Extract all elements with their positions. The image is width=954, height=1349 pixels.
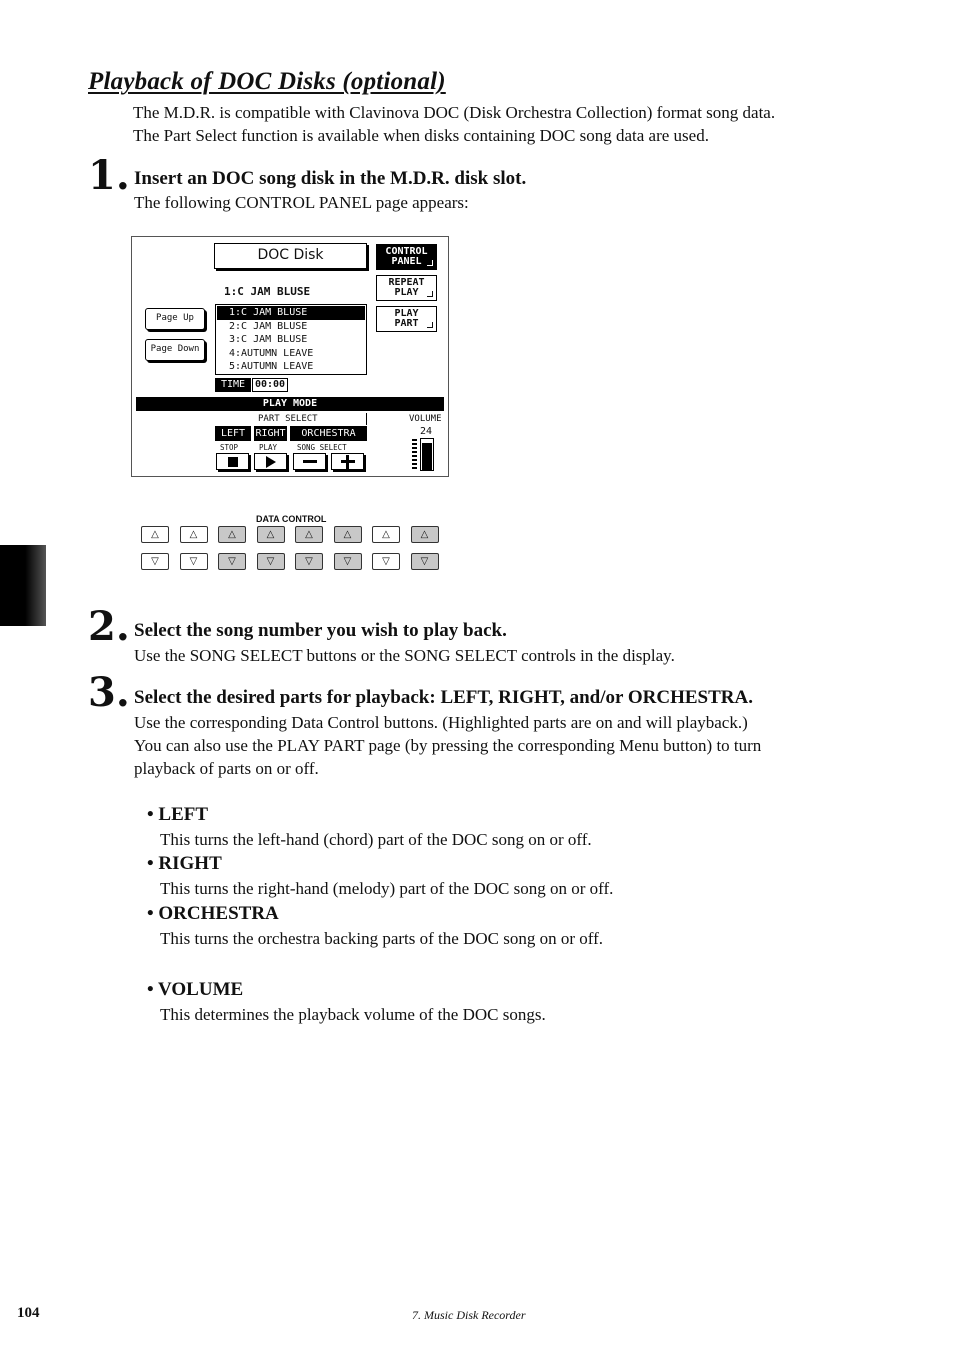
step-body [134,711,761,780]
step-body: Use the SONG SELECT buttons or the SONG SELECT controls in the display. [134,646,675,665]
step-number: 3. [88,669,130,716]
data-control-down-button[interactable] [257,553,285,570]
chapter-tab [0,545,46,626]
triangle-down-icon: ▽ [305,556,313,567]
data-control-up-button[interactable] [334,526,362,543]
menu-button-play-part[interactable] [376,306,437,332]
bullet-orchestra-text: This turns the orchestra backing parts of the DOC song on or off. [160,929,604,948]
triangle-up-icon: △ [266,529,275,540]
list-item[interactable]: 4:AUTUMN LEAVE [229,347,314,359]
intro-line: The Part Select function is available when disks containing DOC song data are used. [133,126,709,145]
play-label: PLAY [259,443,278,452]
bullet-left-title: • LEFT [147,804,209,825]
step-title: Select the desired parts for playback: LEFT, RIGHT, and/or ORCHESTRA. [134,687,753,708]
volume-tick [412,447,417,449]
volume-tick [412,443,417,445]
menu-button-label: PART [394,318,419,329]
doc-disk-header: DOC Disk [214,243,367,269]
corner-mark-icon [427,260,433,266]
minus-icon [303,460,317,463]
data-control-down-button[interactable] [218,553,246,570]
stop-button[interactable] [216,453,249,470]
bullet-right-title: • RIGHT [147,853,222,874]
step-number: 1. [88,152,130,199]
list-item[interactable]: 5:AUTUMN LEAVE [229,361,314,372]
data-control-up-button[interactable] [141,526,169,543]
triangle-down-icon: ▽ [382,556,390,567]
page-number: 104 [17,1305,40,1321]
data-control-label: DATA CONTROL [256,514,327,524]
volume-tick [412,439,417,441]
volume-tick [412,451,417,453]
play-button[interactable] [254,453,287,470]
volume-label: VOLUME [409,414,442,424]
step-title: Select the song number you wish to play back. [134,620,507,641]
volume-tick [412,463,417,465]
list-item[interactable]: 1:C JAM BLUSE [217,306,365,320]
data-control-up-button[interactable] [218,526,246,543]
triangle-up-icon: △ [305,529,313,540]
page-up-button[interactable]: Page Up [145,308,205,330]
data-control-down-button[interactable] [334,553,362,570]
page-title: Playback of DOC Disks (optional) [88,68,446,95]
volume-value: 24 [420,426,433,437]
intro-text [133,101,775,147]
triangle-down-icon: ▽ [343,556,352,567]
triangle-up-icon: △ [420,529,429,540]
bullet-left-text: This turns the left-hand (chord) part of the DOC song on or off. [160,830,592,849]
list-item[interactable]: 3:C JAM BLUSE [229,334,308,345]
song-select-plus-button[interactable] [331,453,364,470]
menu-button-control-panel[interactable] [376,244,437,270]
page-down-button[interactable]: Page Down [145,339,205,361]
part-right-button[interactable]: RIGHT [255,428,286,439]
triangle-up-icon: △ [382,529,390,540]
data-control-down-button[interactable] [180,553,208,570]
intro-line: The M.D.R. is compatible with Clavinova DOC (Disk Orchestra Collection) format song data. [133,103,776,122]
triangle-up-icon: △ [343,529,352,540]
chapter-name: 7. Music Disk Recorder [412,1308,526,1322]
data-control-up-button[interactable] [411,526,439,543]
corner-mark-icon [427,322,433,328]
volume-meter[interactable] [412,438,436,471]
menu-button-label: REPEAT [388,277,425,288]
step-title: Insert an DOC song disk in the M.D.R. disk slot. [134,168,527,189]
song-select-minus-button[interactable] [293,453,326,470]
volume-tick [412,459,417,461]
play-mode-bar: PLAY MODE [136,397,444,411]
list-item[interactable]: 2:C JAM BLUSE [229,320,308,332]
song-list[interactable] [215,304,367,375]
bullet-right-text: This turns the right-hand (melody) part of the DOC song on or off. [160,879,614,898]
song-select-label: SONG SELECT [297,443,347,452]
triangle-up-icon: △ [228,529,236,540]
triangle-up-icon: △ [189,529,198,540]
volume-tick [412,455,417,457]
data-control-down-button[interactable] [141,553,169,570]
play-icon [266,456,276,468]
step-body-line: You can also use the PLAY PART page (by pressing the corresponding Menu button) to turn [134,736,762,755]
time-value: 00:00 [252,378,288,392]
part-orchestra-button[interactable]: ORCHESTRA [290,426,367,441]
part-select-divider [366,413,367,425]
data-control-up-button[interactable] [180,526,208,543]
triangle-down-icon: ▽ [420,556,429,567]
menu-button-label: PLAY [394,308,419,319]
menu-button-label: CONTROL [385,246,428,257]
step-number: 2. [88,603,130,650]
part-left-button[interactable]: LEFT [215,426,251,441]
data-control-down-button[interactable] [372,553,400,570]
time-label: TIME [215,378,251,392]
bullet-orchestra-title: • ORCHESTRA [147,903,279,924]
data-control-up-button[interactable] [295,526,323,543]
lcd-display [131,236,449,477]
menu-button-label: PLAY [394,287,419,298]
data-control-down-button[interactable] [411,553,439,570]
triangle-down-icon: ▽ [228,556,236,567]
step-body-line: Use the corresponding Data Control buttons. (Highlighted parts are on and will playback.) [134,713,748,732]
plus-icon [341,455,355,469]
data-control-up-button[interactable] [257,526,285,543]
data-control-up-button[interactable] [372,526,400,543]
triangle-down-icon: ▽ [266,556,275,567]
triangle-down-icon: ▽ [151,556,159,567]
stop-label: STOP [220,443,239,452]
step-body: The following CONTROL PANEL page appears: [134,193,469,212]
volume-bar-fill [422,443,432,470]
current-song: 1:C JAM BLUSE [224,285,311,298]
stop-icon [228,457,238,467]
bullet-volume-text: This determines the playback volume of the DOC songs. [160,1005,546,1024]
step-body-line: playback of parts on or off. [134,759,319,778]
menu-button-repeat-play[interactable] [376,275,437,301]
menu-button-label: PANEL [391,256,422,267]
part-select-label: PART SELECT [258,414,318,424]
volume-tick [412,467,417,469]
triangle-down-icon: ▽ [189,556,198,567]
bullet-volume-title: • VOLUME [147,979,244,1000]
data-control-down-button[interactable] [295,553,323,570]
corner-mark-icon [427,291,433,297]
triangle-up-icon: △ [151,529,159,540]
